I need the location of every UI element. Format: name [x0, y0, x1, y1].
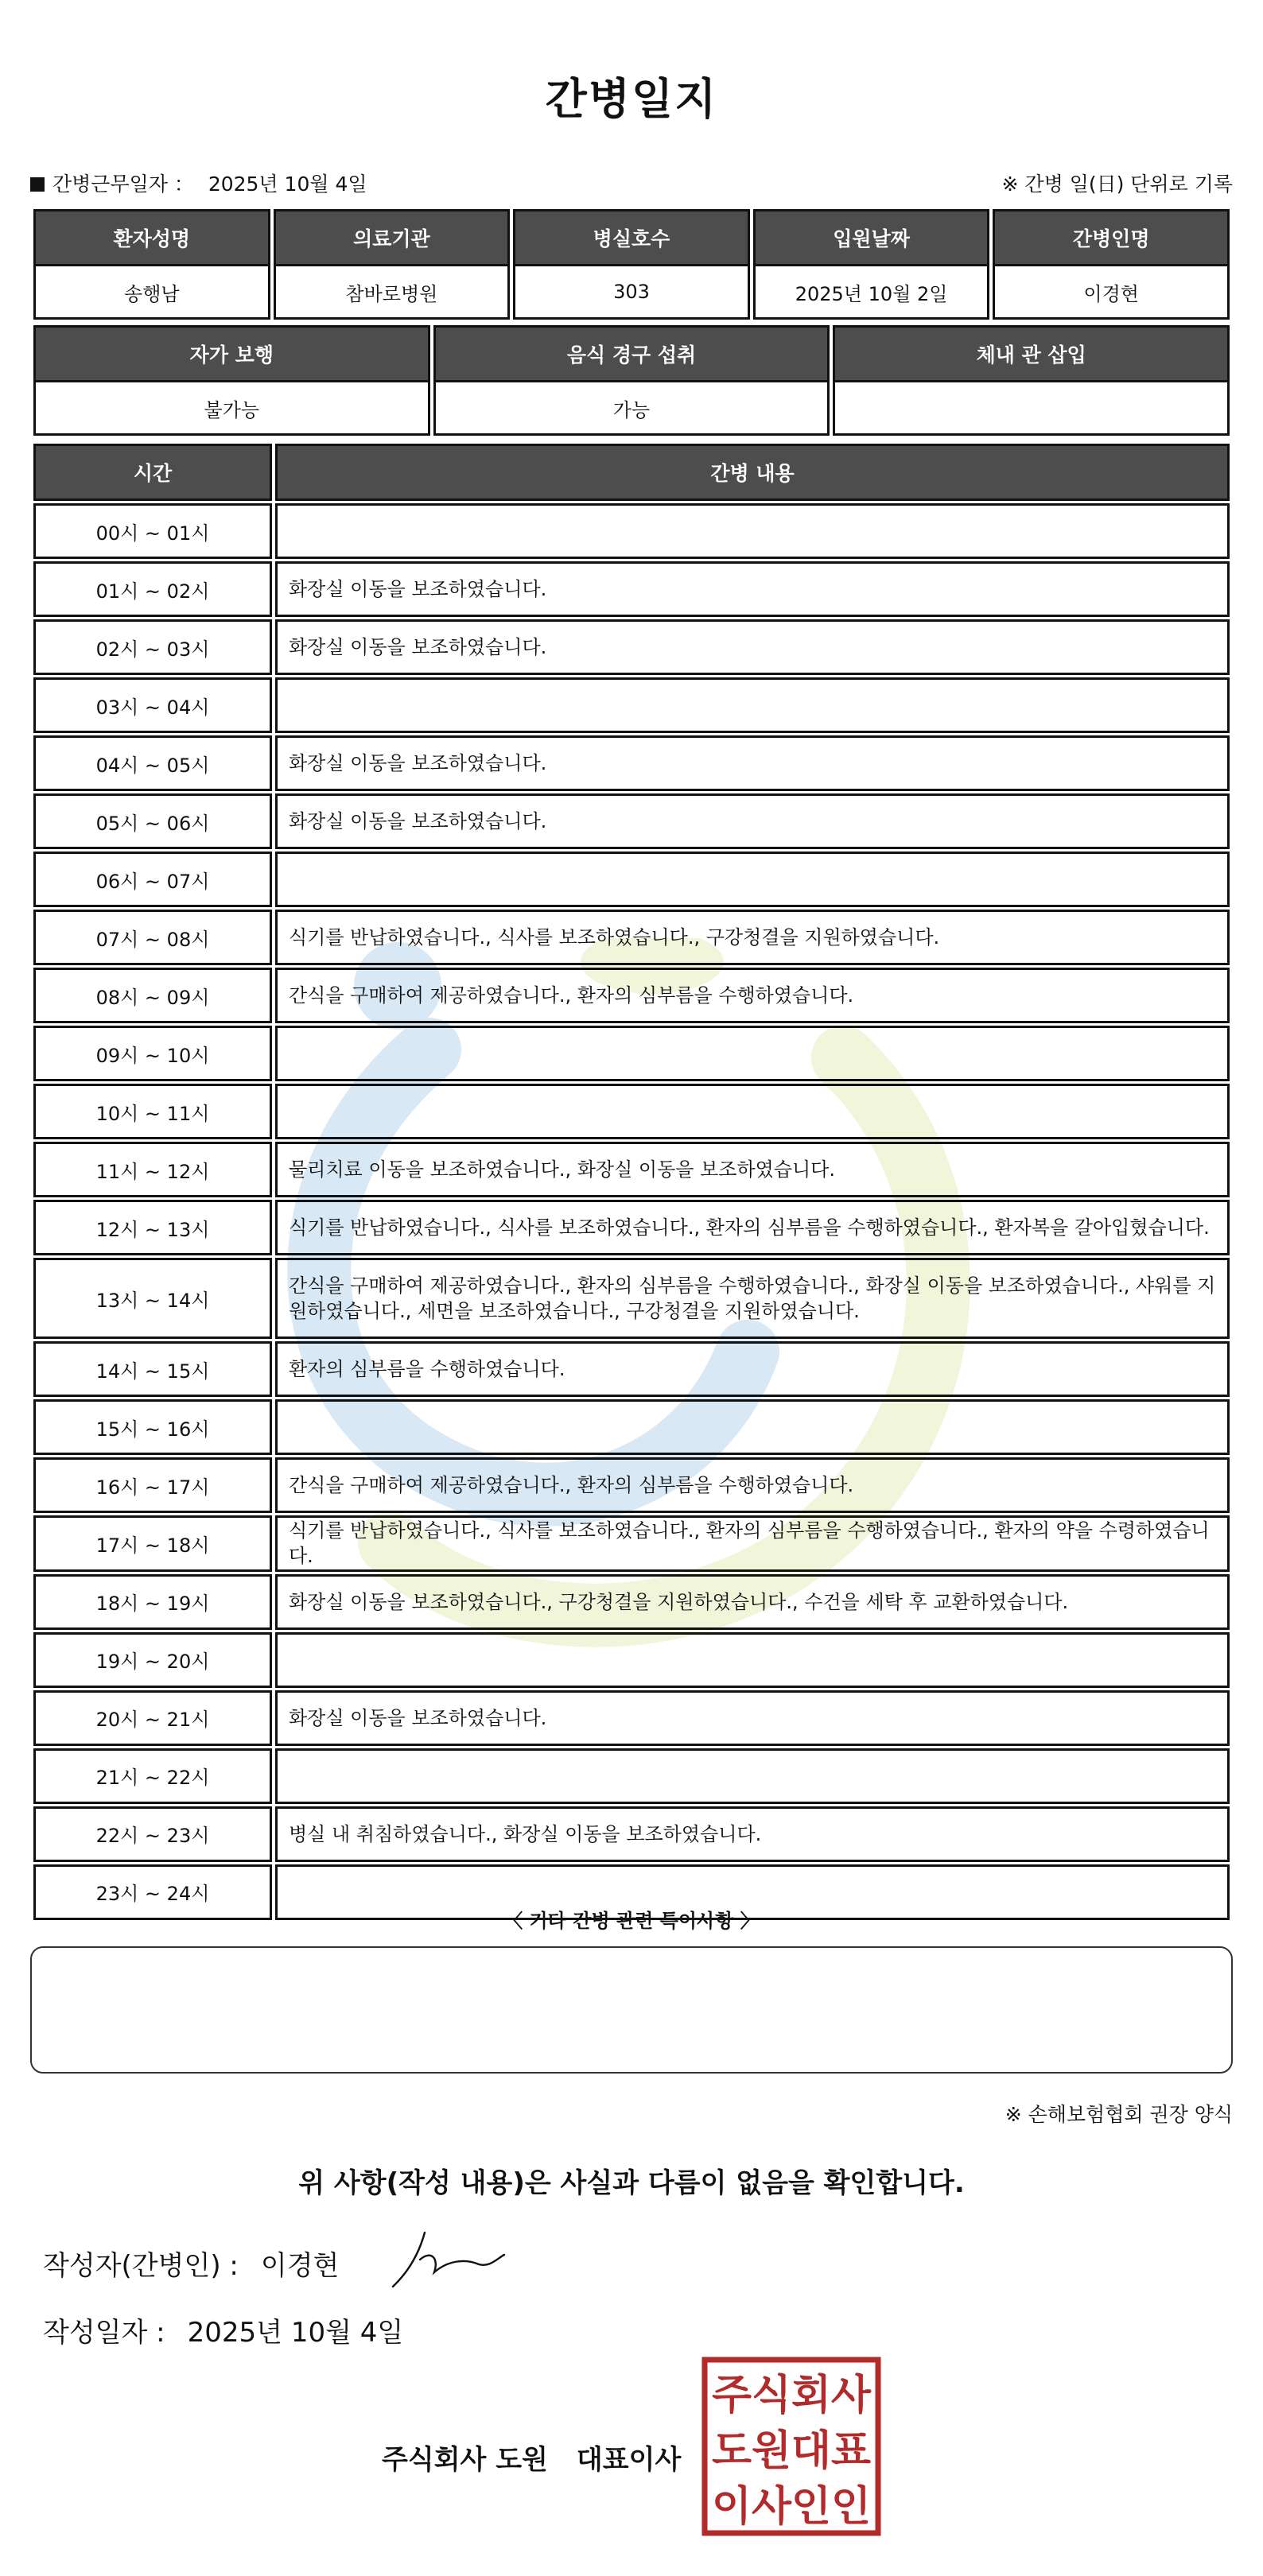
care-log-row	[33, 1457, 1230, 1513]
care-log-row	[33, 968, 1230, 1023]
patient-info-value-row	[33, 266, 1230, 320]
caregiver-value: 이경현	[993, 266, 1230, 320]
care-log-row	[33, 677, 1230, 733]
walking-value: 불가능	[33, 382, 430, 436]
oral-intake-value: 가능	[433, 382, 830, 436]
company-line	[382, 2438, 681, 2477]
header-hospital: 의료기관	[274, 209, 511, 266]
unit-note: ※ 간병 일(日) 단위로 기록	[1001, 173, 1233, 196]
care-log-time: 16시 ~ 17시	[33, 1457, 272, 1513]
recommended-form-note: ※ 손해보험협회 권장 양식	[1005, 2103, 1233, 2126]
care-log-time: 02시 ~ 03시	[33, 619, 272, 675]
care-log-time: 22시 ~ 23시	[33, 1806, 272, 1862]
care-log-row	[33, 1142, 1230, 1197]
representative-title: 대표이사	[576, 2444, 682, 2476]
care-log-time: 17시 ~ 18시	[33, 1515, 272, 1572]
written-date-value: 2025년 10월 4일	[187, 2317, 404, 2349]
care-log-header-row	[33, 444, 1230, 501]
square-bullet-icon	[30, 177, 45, 192]
care-log-content: 물리치료 이동을 보조하였습니다., 화장실 이동을 보조하였습니다.	[275, 1142, 1230, 1197]
header-admission-date: 입원날짜	[753, 209, 990, 266]
header-time: 시간	[33, 444, 272, 501]
header-patient-name: 환자성명	[33, 209, 270, 266]
hospital-value: 참바로병원	[274, 266, 511, 320]
care-log-content: 간식을 구매하여 제공하였습니다., 환자의 심부름을 수행하였습니다.	[275, 1457, 1230, 1513]
care-log-time: 06시 ~ 07시	[33, 852, 272, 907]
care-log-row	[33, 1574, 1230, 1630]
writer-label: 작성자(간병인) :	[43, 2250, 239, 2282]
care-log-content: 식기를 반납하였습니다., 식사를 보조하였습니다., 환자의 심부름을 수행하였습니다., 환자의 약을 수령하였습니다.	[275, 1515, 1230, 1572]
confirmation-statement: 위 사항(작성 내용)은 사실과 다름이 없음을 확인합니다.	[298, 2167, 965, 2199]
care-log-time: 12시 ~ 13시	[33, 1200, 272, 1255]
care-log-content: 화장실 이동을 보조하였습니다.	[275, 735, 1230, 791]
writer-name: 이경현	[260, 2250, 340, 2282]
care-log-row	[33, 1690, 1230, 1746]
care-log-content	[275, 1864, 1230, 1920]
work-date-label: 간병근무일자 ：	[52, 173, 194, 196]
work-date	[30, 169, 367, 197]
header-tube-insertion: 체내 관 삽입	[833, 325, 1230, 382]
care-log-time: 07시 ~ 08시	[33, 910, 272, 965]
care-log-time: 03시 ~ 04시	[33, 677, 272, 733]
care-log-time: 21시 ~ 22시	[33, 1748, 272, 1804]
admission-date-value: 2025년 10월 2일	[753, 266, 990, 320]
handwritten-signature	[385, 2226, 512, 2290]
care-log-time: 05시 ~ 06시	[33, 793, 272, 849]
care-log-row	[33, 852, 1230, 907]
patient-info-header-row	[33, 209, 1230, 266]
care-log-content	[275, 1399, 1230, 1455]
care-log-time: 04시 ~ 05시	[33, 735, 272, 791]
patient-info-table	[30, 209, 1233, 320]
care-log-content: 화장실 이동을 보조하였습니다.	[275, 793, 1230, 849]
tube-insertion-value	[833, 382, 1230, 436]
care-log-row	[33, 1341, 1230, 1397]
writer-line	[43, 2244, 339, 2283]
seal-text-line-2: 도원대표	[712, 2427, 871, 2475]
care-log-time: 20시 ~ 21시	[33, 1690, 272, 1746]
document-title: 간병일지	[545, 74, 718, 124]
header-walking: 자가 보행	[33, 325, 430, 382]
care-log-content: 화장실 이동을 보조하였습니다., 구강청결을 지원하였습니다., 수건을 세탁 후 교환하였습니다.	[275, 1574, 1230, 1630]
care-log-row	[33, 735, 1230, 791]
care-log-time: 15시 ~ 16시	[33, 1399, 272, 1455]
care-log-content: 화장실 이동을 보조하였습니다.	[275, 619, 1230, 675]
care-log-row	[33, 1399, 1230, 1455]
status-header-row	[33, 325, 1230, 382]
care-log-content: 병실 내 취침하였습니다., 화장실 이동을 보조하였습니다.	[275, 1806, 1230, 1862]
care-log-content: 간식을 구매하여 제공하였습니다., 환자의 심부름을 수행하였습니다., 화장실 이동을 보조하였습니다., 샤워를 지원하였습니다., 세면을 보조하였습니다., 구강청결을 지원하였습니다.	[275, 1258, 1230, 1339]
care-log-row	[33, 1515, 1230, 1572]
care-log-row	[33, 1026, 1230, 1081]
care-log-row	[33, 503, 1230, 559]
care-log-time: 10시 ~ 11시	[33, 1084, 272, 1139]
care-log-time: 09시 ~ 10시	[33, 1026, 272, 1081]
care-log-time: 08시 ~ 09시	[33, 968, 272, 1023]
care-log-table	[30, 441, 1233, 1922]
care-log-content: 화장실 이동을 보조하였습니다.	[275, 1690, 1230, 1746]
notes-title: 〈 기타 간병 관련 특이사항 〉	[503, 1910, 760, 1932]
care-log-row	[33, 910, 1230, 965]
header-caregiver: 간병인명	[993, 209, 1230, 266]
status-value-row	[33, 382, 1230, 436]
care-log-content	[275, 503, 1230, 559]
care-log-content	[275, 1026, 1230, 1081]
notes-box	[30, 1946, 1233, 2074]
care-log-content: 식기를 반납하였습니다., 식사를 보조하였습니다., 환자의 심부름을 수행하였습니다., 환자복을 갈아입혔습니다.	[275, 1200, 1230, 1255]
care-log-time: 00시 ~ 01시	[33, 503, 272, 559]
company-name: 주식회사 도원	[382, 2444, 548, 2476]
care-log-time: 19시 ~ 20시	[33, 1632, 272, 1688]
care-log-row	[33, 1632, 1230, 1688]
care-log-row	[33, 561, 1230, 617]
care-log-content: 간식을 구매하여 제공하였습니다., 환자의 심부름을 수행하였습니다.	[275, 968, 1230, 1023]
care-log-content	[275, 1748, 1230, 1804]
seal-text-line-3: 이사인인	[712, 2483, 871, 2531]
care-log-time: 01시 ~ 02시	[33, 561, 272, 617]
care-log-row	[33, 1084, 1230, 1139]
header-oral-intake: 음식 경구 섭취	[433, 325, 830, 382]
care-log-row	[33, 793, 1230, 849]
company-seal-stamp	[701, 2357, 881, 2536]
care-log-content: 식기를 반납하였습니다., 식사를 보조하였습니다., 구강청결을 지원하였습니다.	[275, 910, 1230, 965]
patient-status-table	[30, 325, 1233, 436]
care-log-content: 환자의 심부름을 수행하였습니다.	[275, 1341, 1230, 1397]
care-log-row	[33, 1864, 1230, 1920]
care-log-row	[33, 619, 1230, 675]
header-care-content: 간병 내용	[275, 444, 1230, 501]
care-log-row	[33, 1748, 1230, 1804]
care-log-time: 18시 ~ 19시	[33, 1574, 272, 1630]
written-date-line	[43, 2310, 403, 2349]
care-log-time: 14시 ~ 15시	[33, 1341, 272, 1397]
care-log-content	[275, 1084, 1230, 1139]
care-log-row	[33, 1806, 1230, 1862]
care-log-time: 23시 ~ 24시	[33, 1864, 272, 1920]
seal-text-line-1: 주식회사	[712, 2372, 872, 2419]
care-log-time: 11시 ~ 12시	[33, 1142, 272, 1197]
care-log-content	[275, 852, 1230, 907]
written-date-label: 작성일자 :	[43, 2317, 165, 2349]
header-room: 병실호수	[513, 209, 750, 266]
care-log-row	[33, 1258, 1230, 1339]
care-log-content: 화장실 이동을 보조하였습니다.	[275, 561, 1230, 617]
care-log-time: 13시 ~ 14시	[33, 1258, 272, 1339]
care-log-row	[33, 1200, 1230, 1255]
care-log-content	[275, 677, 1230, 733]
room-value: 303	[513, 266, 750, 320]
patient-name-value: 송행남	[33, 266, 270, 320]
care-log-content	[275, 1632, 1230, 1688]
work-date-value: 2025년 10월 4일	[208, 173, 367, 196]
